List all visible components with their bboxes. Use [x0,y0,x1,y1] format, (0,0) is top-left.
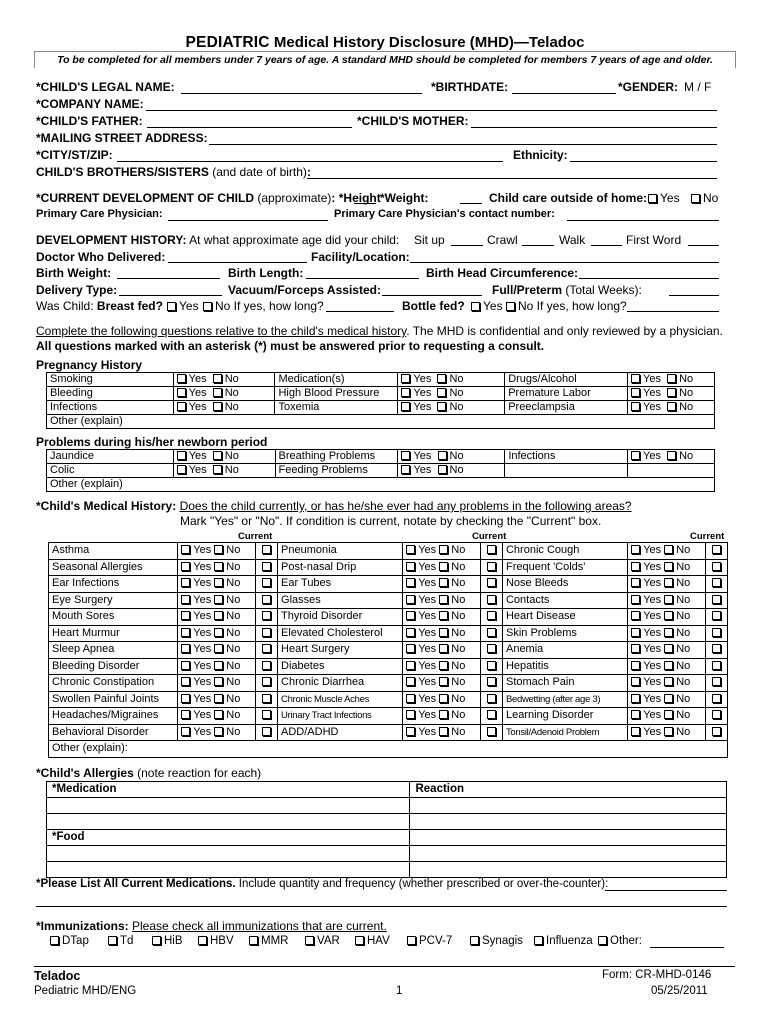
yes-no-checkbox[interactable]: Yes No [178,658,255,675]
condition-label: Skin Problems [502,625,627,642]
current-checkbox[interactable] [255,609,277,626]
other-explain-field[interactable]: Other (explain): [49,741,728,758]
delivery-type-field[interactable] [119,295,222,296]
instructions-line1: Complete the following questions relative to the child's medical history. The MHD is confidential and only reviewed by a physician. [36,324,723,338]
medical-history-question: *Child's Medical History: Does the child currently, or has he/she ever had any problems in the following areas? [36,499,632,513]
current-checkbox[interactable] [480,675,502,692]
head-circ-field[interactable] [579,278,719,279]
yes-no-checkbox[interactable]: Yes No [628,625,705,642]
condition-label: Colic [47,464,174,478]
ethnicity-label: Ethnicity: [513,148,568,162]
current-checkbox[interactable] [705,543,727,560]
condition-label: Bedwetting (after age 3) [502,691,627,708]
condition-label: Jaundice [47,450,174,464]
medical-history-table [48,542,728,758]
bottle-fed-duration-field[interactable] [627,311,719,312]
mother-field[interactable] [471,127,717,128]
birthdate-field[interactable] [512,93,616,94]
immunizations-label: *Immunizations: Please check all immunizations that are current. [36,919,387,933]
condition-label: Urinary Tract Infections [278,708,403,725]
condition-label: Medication(s) [275,373,398,387]
table-row [47,401,715,415]
current-header-2: Current [472,531,507,542]
yes-no-checkbox[interactable]: Yes No [398,401,505,415]
yes-no-checkbox[interactable]: Yes No [403,642,480,659]
current-checkbox[interactable] [255,592,277,609]
current-checkbox[interactable] [480,543,502,560]
birthdate-label: *BIRTHDATE: [431,80,509,94]
childcare-yes-checkbox[interactable]: Yes [648,191,680,205]
reaction-field[interactable] [410,846,727,862]
condition-label: Elevated Cholesterol [278,625,403,642]
immunization-influenza-checkbox[interactable]: Influenza [534,935,593,947]
yes-no-checkbox[interactable]: Yes No [398,373,505,387]
condition-label: Ear Tubes [278,576,403,593]
condition-label: Hepatitis [502,658,627,675]
condition-label: Breathing Problems [275,450,398,464]
condition-label: Feeding Problems [275,464,398,478]
delivery-type-label: Delivery Type: [36,283,118,297]
yes-no-checkbox[interactable]: Yes No [173,387,275,401]
current-checkbox[interactable] [255,675,277,692]
condition-label: Preeclampsia [505,401,628,415]
table-row [49,708,728,725]
condition-label: Toxemia [275,401,398,415]
yes-no-checkbox[interactable]: Yes No [178,592,255,609]
condition-label: Smoking [47,373,174,387]
allergies-label: *Child's Allergies (note reaction for each) [36,766,262,780]
reaction-field[interactable] [410,862,727,878]
table-row [47,846,727,862]
development-history-label: DEVELOPMENT HISTORY: At what approximate age did your child: [36,233,400,247]
yes-no-checkbox[interactable]: Yes No [403,609,480,626]
current-checkbox[interactable] [480,576,502,593]
condition-label: Eye Surgery [49,592,178,609]
vacuum-field[interactable] [382,295,482,296]
current-checkbox[interactable] [255,658,277,675]
empty-cell [628,464,715,478]
pcp-contact-label: Primary Care Physician's contact number: [334,208,555,220]
current-checkbox[interactable] [705,691,727,708]
table-row [49,658,728,675]
child-name-label: *CHILD'S LEGAL NAME: [36,80,175,94]
table-row [47,798,727,814]
birth-length-label: Birth Length: [228,266,304,280]
crawl-label: Crawl [487,233,518,247]
crawl-field[interactable] [522,245,554,246]
condition-label: Post-nasal Drip [278,559,403,576]
current-checkbox[interactable] [705,559,727,576]
current-checkbox[interactable] [705,724,727,741]
condition-label: Pneumonia [278,543,403,560]
table-row [49,675,728,692]
medication-header: *Medication [47,782,410,798]
current-checkbox[interactable] [705,675,727,692]
breast-fed-yes-checkbox[interactable]: Yes [167,299,199,313]
condition-label: Chronic Constipation [49,675,178,692]
yes-no-checkbox[interactable]: Yes No [173,373,275,387]
condition-label: Chronic Cough [502,543,627,560]
current-checkbox[interactable] [255,724,277,741]
total-weeks-field[interactable] [669,295,719,296]
yes-no-checkbox[interactable]: Yes No [178,691,255,708]
table-row [47,464,715,478]
siblings-label: CHILD'S BROTHERS/SISTERS (and date of birth): [36,165,311,179]
condition-label: Chronic Diarrhea [278,675,403,692]
pregnancy-table [46,372,715,429]
yes-no-checkbox[interactable]: Yes No [173,464,275,478]
yes-no-checkbox[interactable]: Yes No [628,373,715,387]
medical-history-instruction: Mark "Yes" or "No". If condition is current, notate by checking the "Current" box. [180,514,602,528]
full-preterm-label: Full/Preterm (Total Weeks): [492,283,642,297]
footer-doc-name: Pediatric MHD/ENG [34,985,137,997]
current-checkbox[interactable] [480,592,502,609]
current-checkbox[interactable] [480,625,502,642]
sit-up-label: Sit up [414,233,445,247]
pregnancy-heading: Pregnancy History [36,358,143,372]
footer-divider [34,966,735,967]
condition-label: Contacts [502,592,627,609]
city-field[interactable] [117,161,503,162]
childcare-no-checkbox[interactable]: No [691,191,718,205]
newborn-table [46,449,715,492]
condition-label: Anemia [502,642,627,659]
current-checkbox[interactable] [255,691,277,708]
walk-label: Walk [559,233,586,247]
doctor-field[interactable] [168,262,307,263]
condition-label: Heart Surgery [278,642,403,659]
mother-label: *CHILD'S MOTHER: [357,114,469,128]
weight-label: *Weight: [380,191,429,205]
immunization-hib-checkbox[interactable]: HiB [152,935,183,947]
condition-label: Seasonal Allergies [49,559,178,576]
table-row [47,415,715,429]
facility-field[interactable] [410,262,719,263]
immunization-other-field[interactable] [650,947,724,948]
immunization-hbv-checkbox[interactable]: HBV [198,935,234,947]
company-field[interactable] [146,110,717,111]
immunization-pcv7-checkbox[interactable]: PCV-7 [407,935,452,947]
condition-label: Bleeding [47,387,174,401]
father-label: *CHILD'S FATHER: [36,114,143,128]
yes-no-checkbox[interactable]: Yes No [403,708,480,725]
condition-label: Bleeding Disorder [49,658,178,675]
father-field[interactable] [147,127,352,128]
immunization-mmr-checkbox[interactable]: MMR [249,935,288,947]
reaction-field[interactable] [410,830,727,846]
form-date: 05/25/2011 [651,985,708,997]
yes-no-checkbox[interactable]: Yes No [178,609,255,626]
condition-label: High Blood Pressure [275,387,398,401]
yes-no-checkbox[interactable]: Yes No [628,691,705,708]
birth-weight-label: Birth Weight: [36,266,112,280]
current-checkbox[interactable] [480,658,502,675]
current-checkbox[interactable] [705,625,727,642]
breast-fed-no-checkbox[interactable]: No If yes, how long? [203,299,324,313]
current-checkbox[interactable] [255,543,277,560]
yes-no-checkbox[interactable]: Yes No [628,450,715,464]
facility-label: Facility/Location: [311,250,410,264]
current-checkbox[interactable] [705,592,727,609]
yes-no-checkbox[interactable]: Yes No [628,559,705,576]
current-checkbox[interactable] [255,625,277,642]
sit-up-field[interactable] [451,245,483,246]
yes-no-checkbox[interactable]: Yes No [628,401,715,415]
current-checkbox[interactable] [255,559,277,576]
first-word-field[interactable] [688,245,719,246]
yes-no-checkbox[interactable]: Yes No [398,464,505,478]
reaction-field[interactable] [410,798,727,814]
table-row [47,373,715,387]
table-row [49,543,728,560]
yes-no-checkbox[interactable]: Yes No [403,691,480,708]
other-explain-field[interactable]: Other (explain) [47,415,715,429]
bottle-fed-no-checkbox[interactable]: No If yes, how long? [506,299,627,313]
table-row [47,814,727,830]
immunization-hav-checkbox[interactable]: HAV [355,935,390,947]
empty-cell [505,464,628,478]
food-header: *Food [47,830,410,846]
yes-no-checkbox[interactable]: Yes No [628,642,705,659]
condition-label: Frequent 'Colds' [502,559,627,576]
yes-no-checkbox[interactable]: Yes No [403,576,480,593]
condition-label: Tonsil/Adenoid Problem [502,724,627,741]
condition-label: Infections [47,401,174,415]
yes-no-checkbox[interactable]: Yes No [403,543,480,560]
vacuum-label: Vacuum/Forceps Assisted: [228,283,381,297]
condition-label: Premature Labor [505,387,628,401]
current-header-3: Current [690,531,725,542]
yes-no-checkbox[interactable]: Yes No [178,543,255,560]
child-name-field[interactable] [181,93,422,94]
yes-no-checkbox[interactable]: Yes No [178,642,255,659]
condition-label: Swollen Painful Joints [49,691,178,708]
allergies-table [46,781,727,878]
medication-allergy-field[interactable] [47,798,410,814]
yes-no-checkbox[interactable]: Yes No [628,592,705,609]
table-row [49,691,728,708]
condition-label: Drugs/Alcohol [505,373,628,387]
ethnicity-field[interactable] [570,161,717,162]
siblings-field[interactable] [307,178,717,179]
condition-label: Mouth Sores [49,609,178,626]
medication-allergy-field[interactable] [47,814,410,830]
condition-label: Headaches/Migraines [49,708,178,725]
yes-no-checkbox[interactable]: Yes No [398,387,505,401]
yes-no-checkbox[interactable]: Yes No [628,576,705,593]
immunization-synagis-checkbox[interactable]: Synagis [470,935,523,947]
current-checkbox[interactable] [705,658,727,675]
feeding-row: Was Child: Breast fed? [36,299,163,313]
condition-label: Glasses [278,592,403,609]
pcp-contact-field[interactable] [567,220,719,221]
yes-no-checkbox[interactable]: Yes No [628,387,715,401]
table-row [47,830,727,846]
current-header-1: Current [238,531,273,542]
yes-no-checkbox[interactable]: Yes No [403,592,480,609]
condition-label: Nose Bleeds [502,576,627,593]
medications-field[interactable] [605,890,727,891]
pcp-field[interactable] [168,220,328,221]
yes-no-checkbox[interactable]: Yes No [178,625,255,642]
height-field[interactable] [354,203,376,204]
yes-no-checkbox[interactable]: Yes No [403,724,480,741]
page-number: 1 [396,985,403,997]
table-row [49,576,728,593]
walk-field[interactable] [591,245,622,246]
yes-no-checkbox[interactable]: Yes No [178,708,255,725]
table-row [49,609,728,626]
immunization-var-checkbox[interactable]: VAR [305,935,340,947]
yes-no-checkbox[interactable]: Yes No [178,724,255,741]
table-row [47,387,715,401]
yes-no-checkbox[interactable]: Yes No [628,708,705,725]
yes-no-checkbox[interactable]: Yes No [398,450,505,464]
yes-no-checkbox[interactable]: Yes No [628,543,705,560]
table-row [47,862,727,878]
current-checkbox[interactable] [480,708,502,725]
condition-label: Behavioral Disorder [49,724,178,741]
yes-no-checkbox[interactable]: Yes No [628,675,705,692]
weight-field[interactable] [460,203,482,204]
first-word-label: First Word [626,233,682,247]
yes-no-checkbox[interactable]: Yes No [403,625,480,642]
yes-no-checkbox[interactable]: Yes No [628,658,705,675]
food-allergy-field[interactable] [47,846,410,862]
current-checkbox[interactable] [480,609,502,626]
form-title: PEDIATRIC Medical History Disclosure (MHD)—Teladoc [185,34,585,51]
head-circ-label: Birth Head Circumference: [426,266,579,280]
current-checkbox[interactable] [255,708,277,725]
yes-no-checkbox[interactable]: Yes No [628,724,705,741]
city-label: *CITY/ST/ZIP: [36,148,113,162]
table-row [49,724,728,741]
gender-label: *GENDER: [618,80,679,94]
doctor-label: Doctor Who Delivered: [36,250,166,264]
breast-fed-duration-field[interactable] [326,311,394,312]
bottle-fed-yes-checkbox[interactable]: Yes [471,299,503,313]
gender-options[interactable]: M / F [684,80,712,94]
condition-label: Chronic Muscle Aches [278,691,403,708]
table-row [49,741,728,758]
form-subtitle: To be completed for all members under 7 years of age. A standard MHD should be completed for members 7 years of age and older. [34,51,736,68]
medications-field-2[interactable] [36,906,727,907]
condition-label: Learning Disorder [502,708,627,725]
bottle-fed-label: Bottle fed? [402,299,465,313]
table-row [49,559,728,576]
yes-no-checkbox[interactable]: Yes No [403,658,480,675]
company-label: *COMPANY NAME: [36,97,144,111]
current-checkbox[interactable] [705,576,727,593]
pcp-label: Primary Care Physician: [36,208,163,220]
condition-label: ADD/ADHD [278,724,403,741]
current-checkbox[interactable] [480,642,502,659]
table-row [49,625,728,642]
footer-brand: Teladoc [34,969,81,983]
condition-label: Thyroid Disorder [278,609,403,626]
table-row [49,642,728,659]
table-row [49,592,728,609]
current-checkbox[interactable] [255,642,277,659]
other-explain-field[interactable]: Other (explain) [47,478,715,492]
current-development-label: *CURRENT DEVELOPMENT OF CHILD (approximate): *Height [36,191,381,205]
condition-label: Heart Murmur [49,625,178,642]
current-checkbox[interactable] [705,642,727,659]
condition-label: Diabetes [278,658,403,675]
table-row [47,450,715,464]
condition-label: Heart Disease [502,609,627,626]
current-checkbox[interactable] [705,708,727,725]
food-allergy-field[interactable] [47,862,410,878]
reaction-header: Reaction [410,782,727,798]
street-field[interactable] [209,144,717,145]
current-checkbox[interactable] [480,691,502,708]
condition-label: Asthma [49,543,178,560]
current-checkbox[interactable] [705,609,727,626]
yes-no-checkbox[interactable]: Yes No [403,675,480,692]
immunization-other-checkbox[interactable]: Other: [598,935,642,947]
yes-no-checkbox[interactable]: Yes No [628,609,705,626]
table-row [47,782,727,798]
condition-label: Sleep Apnea [49,642,178,659]
current-checkbox[interactable] [255,576,277,593]
reaction-field[interactable] [410,814,727,830]
medications-label: *Please List All Current Medications. Include quantity and frequency (whether prescribed or over-the-counter): [36,878,609,890]
childcare-label: Child care outside of home: [489,191,648,205]
current-checkbox[interactable] [480,559,502,576]
immunization-td-checkbox[interactable]: Td [108,935,133,947]
birth-length-field[interactable] [306,278,419,279]
current-checkbox[interactable] [480,724,502,741]
street-label: *MAILING STREET ADDRESS: [36,131,208,145]
yes-no-checkbox[interactable]: Yes No [178,675,255,692]
yes-no-checkbox[interactable]: Yes No [173,450,275,464]
newborn-heading: Problems during his/her newborn period [36,435,268,449]
yes-no-checkbox[interactable]: Yes No [173,401,275,415]
condition-label: Ear Infections [49,576,178,593]
birth-weight-field[interactable] [117,278,220,279]
table-row [47,478,715,492]
condition-label: Stomach Pain [502,675,627,692]
form-number: Form: CR-MHD-0146 [602,969,712,981]
yes-no-checkbox[interactable]: Yes No [178,559,255,576]
immunization-dtap-checkbox[interactable]: DTap [50,935,89,947]
condition-label: Infections [505,450,628,464]
yes-no-checkbox[interactable]: Yes No [403,559,480,576]
instructions-line2: All questions marked with an asterisk (*) must be answered prior to requesting a consult. [36,339,545,353]
yes-no-checkbox[interactable]: Yes No [178,576,255,593]
